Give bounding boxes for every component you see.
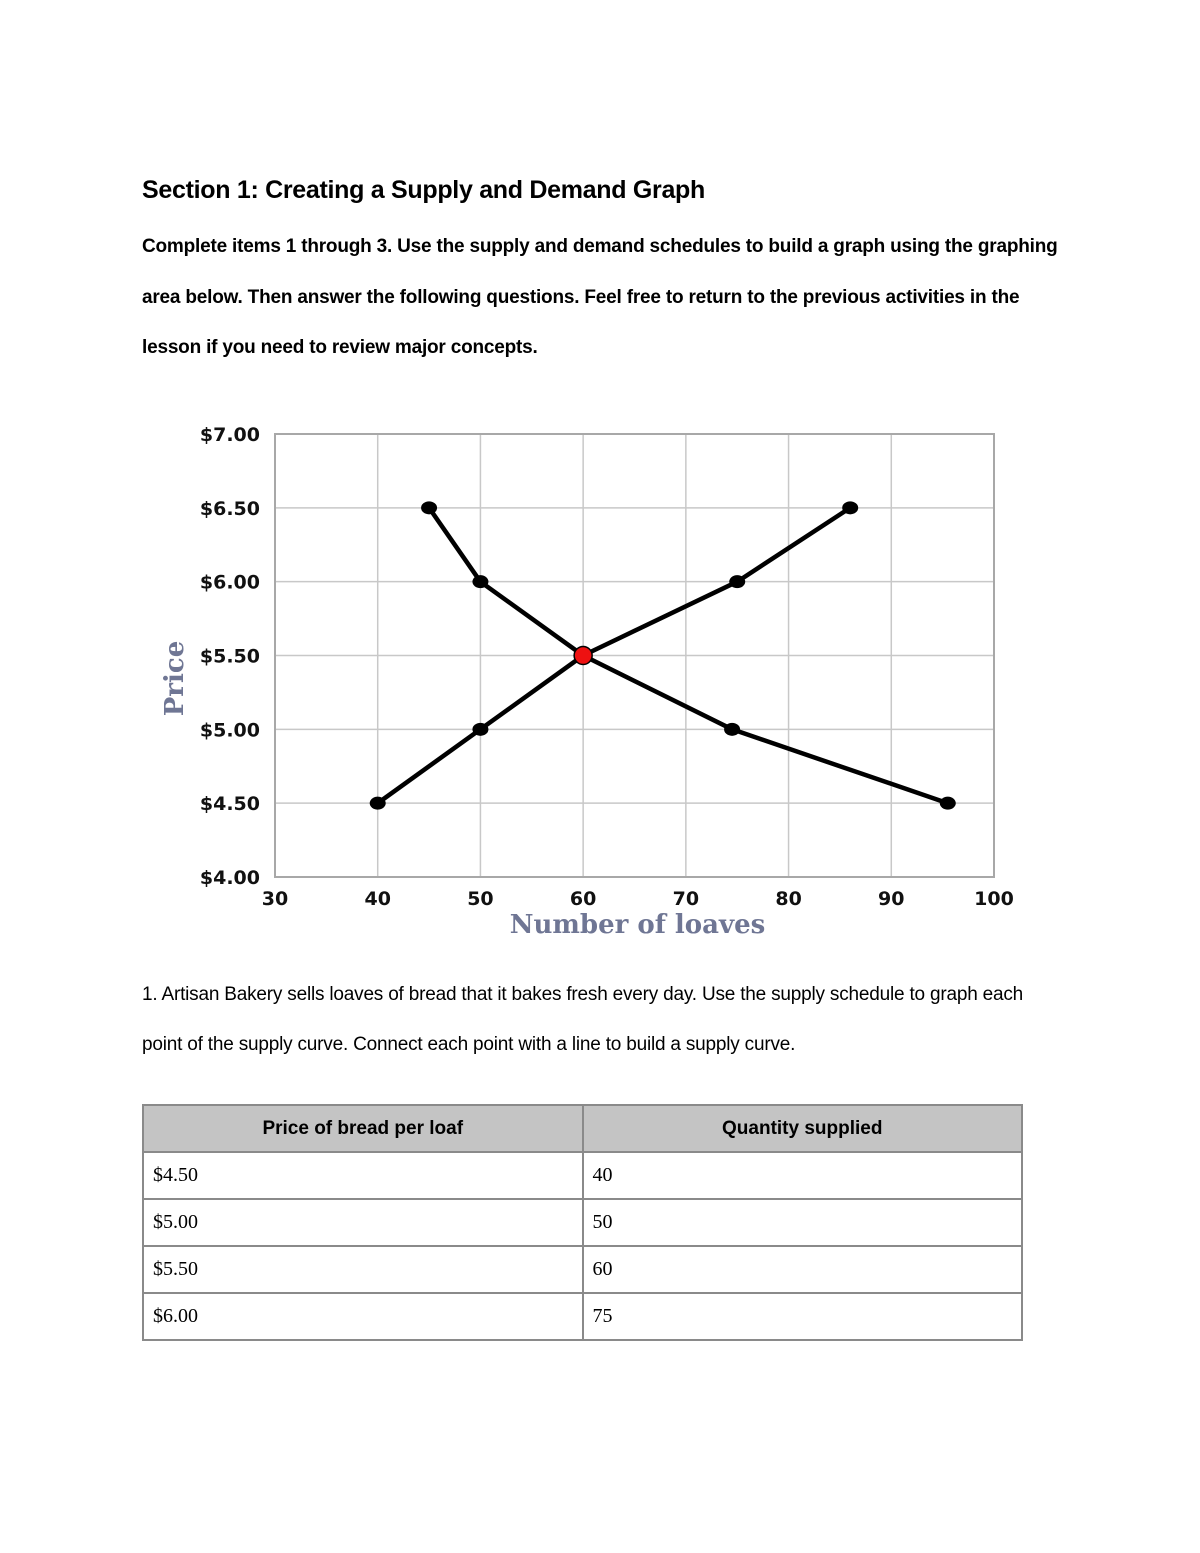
table-row — [143, 1152, 1022, 1199]
table-row — [143, 1246, 1022, 1293]
x-tick-label: 70 — [672, 888, 700, 910]
data-point — [370, 797, 386, 810]
equilibrium-point — [574, 647, 592, 665]
table-header-row — [143, 1105, 1022, 1152]
x-tick-label: 60 — [569, 888, 597, 910]
x-axis-label: Number of loaves — [509, 910, 766, 940]
section-title: Section 1: Creating a Supply and Demand Graph — [142, 176, 705, 204]
cell-price: $5.00 — [143, 1199, 583, 1246]
y-tick-label: $7.00 — [199, 424, 260, 446]
data-point — [940, 797, 956, 810]
header-price: Price of bread per loaf — [143, 1105, 583, 1152]
table-row — [143, 1199, 1022, 1246]
data-point — [842, 501, 858, 514]
y-tick-label: $5.00 — [199, 719, 260, 742]
cell-quantity: 40 — [583, 1152, 1023, 1199]
x-tick-label: 80 — [775, 888, 802, 910]
y-axis-label: Price — [160, 640, 190, 717]
y-tick-label: $6.50 — [199, 497, 260, 520]
data-point — [472, 723, 488, 736]
cell-price: $6.00 — [143, 1293, 583, 1340]
instructions-text: Complete items 1 through 3. Use the supply and demand schedules to build a graph using the graphing area below. Then answer the following questions. Feel free to return to the previous activities in the lesson if you need to review major concepts. — [142, 236, 1058, 358]
x-tick-label: 50 — [467, 888, 494, 910]
y-tick-label: $5.50 — [199, 645, 260, 668]
data-point — [472, 575, 488, 588]
data-point — [421, 501, 437, 514]
data-point — [729, 575, 745, 588]
x-tick-label: 100 — [974, 888, 1014, 910]
table-row — [143, 1293, 1022, 1340]
x-tick-label: 40 — [364, 888, 391, 910]
y-tick-label: $4.50 — [199, 793, 260, 816]
item-1-text: 1. Artisan Bakery sells loaves of bread that it bakes fresh every day. Use the supply schedule to graph each point of the supply curve. Connect each point with a line to build a supply curve. — [142, 984, 1024, 1055]
header-quantity: Quantity supplied — [583, 1105, 1023, 1152]
y-tick-label: $6.00 — [199, 571, 260, 594]
x-tick-label: 30 — [261, 888, 289, 910]
cell-quantity: 75 — [583, 1293, 1023, 1340]
cell-price: $5.50 — [143, 1246, 583, 1293]
cell-quantity: 50 — [583, 1199, 1023, 1246]
data-point — [724, 723, 740, 736]
x-tick-label: 90 — [878, 888, 905, 910]
supply-schedule-table — [142, 1104, 1023, 1341]
y-tick-label: $4.00 — [199, 867, 260, 889]
cell-quantity: 60 — [583, 1246, 1023, 1293]
cell-price: $4.50 — [143, 1152, 583, 1199]
supply-demand-chart — [150, 410, 1030, 950]
